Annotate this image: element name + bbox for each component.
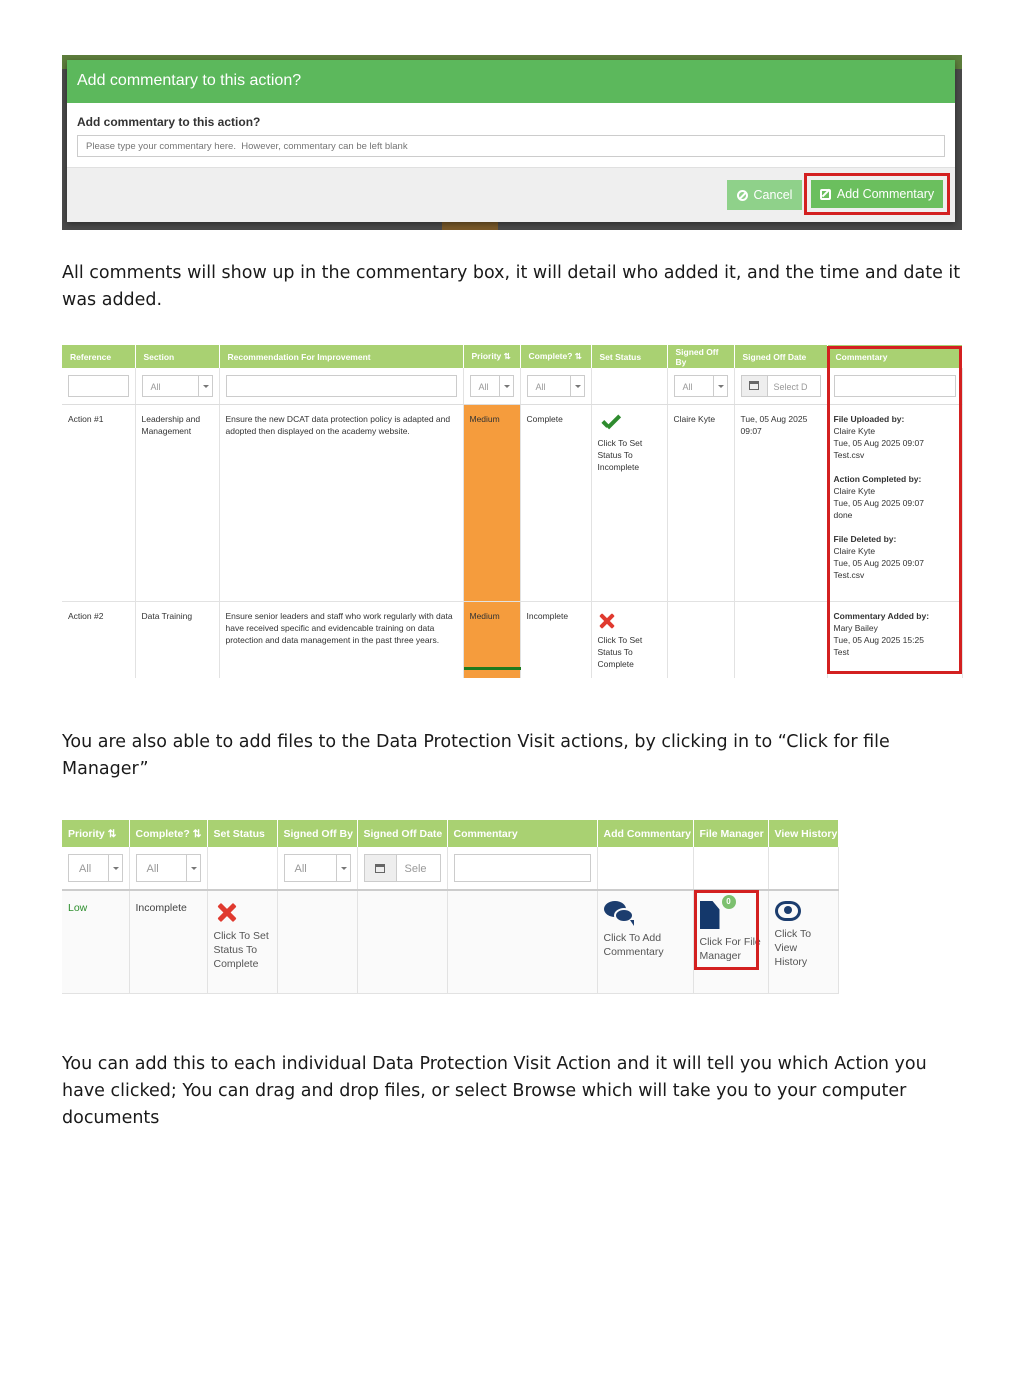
filter-cell (129, 847, 207, 890)
cell-complete: Incomplete (520, 601, 591, 678)
file-manager-screenshot (62, 820, 838, 995)
cell-priority: Medium (463, 601, 520, 678)
ban-icon (737, 190, 748, 201)
signed-off-by-filter-select[interactable]: All (674, 375, 728, 397)
add-commentary-button[interactable] (811, 180, 943, 208)
filter-cell (734, 368, 827, 404)
modal-title: Add commentary to this action? (67, 60, 955, 103)
commentary-column-highlight (827, 346, 962, 674)
paragraph-commentary-box: All comments will show up in the commentary box, it will detail who added it, and the time and date it was added. (62, 263, 961, 310)
set-status-label[interactable]: Click To Set Status To Complete (213, 930, 269, 970)
cell-signed-off-by: Claire Kyte (667, 404, 734, 601)
modal-footer (67, 167, 955, 222)
header-view-history: View History (768, 820, 838, 847)
cell-commentary (447, 890, 597, 993)
add-commentary-label: Add Commentary (836, 187, 935, 201)
file-manager-highlight (694, 890, 759, 970)
header-complete[interactable]: Complete? ⇅ (129, 820, 207, 847)
filter-cell (667, 368, 734, 404)
add-commentary-screenshot (62, 55, 962, 230)
recommendation-filter-input[interactable] (226, 375, 457, 397)
signed-off-date-filter[interactable]: Sele (364, 854, 441, 882)
commentary-entry: Commentary Added by: Mary Bailey Tue, 05 Aug 2025 15:25 Test (833, 610, 930, 657)
cell-reference: Action #1 (62, 404, 135, 601)
commentary-entry: File Uploaded by: Claire Kyte Tue, 05 Aug 2025 09:07 Test.csv (833, 413, 924, 460)
cross-icon[interactable] (216, 901, 238, 923)
calendar-icon (365, 855, 397, 881)
cell-add-commentary[interactable] (597, 890, 693, 993)
cancel-label: Cancel (753, 188, 793, 202)
header-signed-off-date: Signed Off Date (734, 345, 827, 368)
signed-off-by-filter-select[interactable]: All (284, 854, 351, 882)
cell-set-status[interactable] (591, 601, 667, 678)
header-recommendation: Recommendation For Improvement (219, 345, 463, 368)
eye-icon[interactable] (775, 901, 801, 921)
cell-section: Data Training (135, 601, 219, 678)
modal-body (67, 103, 955, 167)
commentary-entry: Action Completed by: Claire Kyte Tue, 05 Aug 2025 09:07 done (833, 473, 924, 520)
cell-section: Leadership and Management (135, 404, 219, 601)
cell-recommendation: Ensure the new DCAT data protection policy is adapted and adopted then displayed on the academy website. (219, 404, 463, 601)
header-commentary: Commentary (447, 820, 597, 847)
priority-filter-select[interactable]: All (68, 854, 123, 882)
complete-filter-select[interactable]: All (136, 854, 201, 882)
cell-signed-off-date (734, 601, 827, 678)
comments-icon[interactable] (604, 901, 636, 927)
paragraph-file-manager: You are also able to add files to the Data Protection Visit actions, by clicking in to “Click for file Manager” (62, 732, 890, 779)
header-reference: Reference (62, 345, 135, 368)
filter-cell (62, 368, 135, 404)
cell-view-history[interactable] (768, 890, 838, 993)
filter-cell (219, 368, 463, 404)
cancel-button[interactable] (727, 180, 802, 210)
checkmark-icon[interactable] (600, 415, 622, 431)
set-status-label[interactable]: Click To Set Status To Complete (597, 634, 643, 669)
header-section: Section (135, 345, 219, 368)
priority-bar-edge (464, 667, 521, 670)
cross-icon[interactable] (598, 612, 616, 630)
commentary-field-label: Add commentary to this action? (77, 115, 261, 129)
file-manager-label[interactable]: Click For File Manager (699, 936, 761, 962)
calendar-icon (742, 376, 768, 396)
header-priority[interactable]: Priority ⇅ (463, 345, 520, 368)
cell-signed-off-date: Tue, 05 Aug 2025 09:07 (734, 404, 827, 601)
filter-cell (597, 847, 693, 890)
header-signed-off-by: Signed Off By (277, 820, 357, 847)
section-filter-select[interactable]: All (142, 375, 213, 397)
add-commentary-label[interactable]: Click To Add Commentary (603, 932, 664, 958)
chevron-down-icon (570, 376, 584, 396)
header-file-manager: File Manager (693, 820, 768, 847)
header-complete[interactable]: Complete? ⇅ (520, 345, 591, 368)
cell-signed-off-by (277, 890, 357, 993)
chevron-down-icon (713, 376, 727, 396)
actions-table-screenshot (62, 345, 962, 675)
filter-cell (357, 847, 447, 890)
chevron-down-icon (198, 376, 212, 396)
chevron-down-icon (186, 855, 200, 881)
edit-icon (820, 189, 831, 200)
priority-filter-select[interactable]: All (470, 375, 514, 397)
filter-cell (207, 847, 277, 890)
add-commentary-highlight (804, 173, 950, 215)
header-set-status: Set Status (207, 820, 277, 847)
add-commentary-modal (67, 60, 955, 222)
cell-signed-off-date (357, 890, 447, 993)
file-count-badge: 0 (722, 895, 736, 909)
cell-recommendation: Ensure senior leaders and staff who work regularly with data have received specific and evidencable training on data protection and data management in the past three years. (219, 601, 463, 678)
chevron-down-icon (108, 855, 122, 881)
chevron-down-icon (499, 376, 513, 396)
filter-cell (520, 368, 591, 404)
cell-set-status[interactable] (591, 404, 667, 601)
set-status-label[interactable]: Click To Set Status To Incomplete (597, 437, 643, 472)
commentary-entry: File Deleted by: Claire Kyte Tue, 05 Aug 2025 09:07 Test.csv (833, 533, 924, 580)
paragraph-drag-drop: You can add this to each individual Data Protection Visit Action and it will tell you which Action you have clicked; You can drag and drop files, or select Browse which will take you to your computer documents (62, 1054, 927, 1128)
cell-signed-off-by (667, 601, 734, 678)
filter-cell (693, 847, 768, 890)
cell-priority: Medium (463, 404, 520, 601)
cell-complete: Incomplete (129, 890, 207, 993)
reference-filter-input[interactable] (68, 375, 129, 397)
header-set-status: Set Status (591, 345, 667, 368)
filter-cell (591, 368, 667, 404)
cell-set-status[interactable] (207, 890, 277, 993)
complete-filter-select[interactable]: All (527, 375, 585, 397)
cell-priority: Low (62, 890, 129, 993)
filter-cell (447, 847, 597, 890)
header-signed-off-by: Signed Off By (667, 345, 734, 368)
filter-cell (135, 368, 219, 404)
commentary-input[interactable] (77, 135, 945, 157)
commentary-filter-input[interactable] (454, 854, 591, 882)
signed-off-date-filter[interactable]: Select D (741, 375, 821, 397)
chevron-down-icon (336, 855, 350, 881)
filter-cell (768, 847, 838, 890)
header-priority[interactable]: Priority ⇅ (62, 820, 129, 847)
header-signed-off-date: Signed Off Date (357, 820, 447, 847)
header-commentary: Commentary (827, 345, 962, 368)
view-history-label[interactable]: Click To View History (774, 928, 812, 968)
cell-reference: Action #2 (62, 601, 135, 678)
filter-cell (463, 368, 520, 404)
filter-cell (277, 847, 357, 890)
cell-complete: Complete (520, 404, 591, 601)
header-add-commentary: Add Commentary (597, 820, 693, 847)
filter-cell (62, 847, 129, 890)
